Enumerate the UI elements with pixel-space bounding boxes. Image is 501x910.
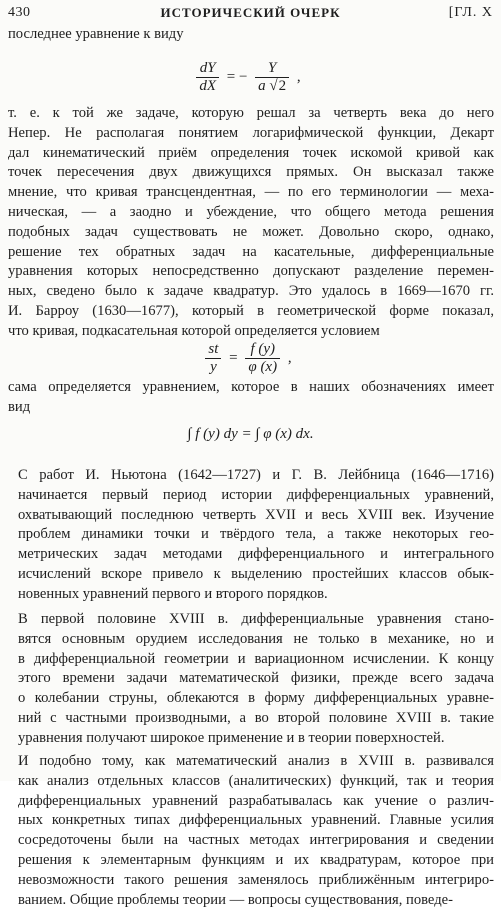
text-line: решения к элементарным функциям и их квадратурам, которое при	[18, 851, 494, 868]
text-line: ническая, — а заодно и убеждение, что общего метода решения	[8, 203, 494, 220]
text-line: И подобно тому, как математический анализ в XVIII в. развивался	[18, 753, 494, 769]
text-line: проблем динамики точки и твёрдого тела, а также некоторых гео-	[18, 526, 494, 543]
text-line: метрических задач методами дифференциального и интегрального	[18, 546, 494, 563]
fraction-denominator	[255, 78, 289, 95]
fraction-lhs	[205, 341, 221, 376]
text-line: решение тех обратных задач на касательные, дифференциальные	[8, 243, 494, 260]
paragraph-newton-leibniz	[8, 466, 494, 605]
chapter-marker: [ГЛ. X	[448, 5, 493, 20]
text-line: вид	[8, 398, 31, 415]
fraction-numerator: dY	[196, 60, 219, 78]
text-line: что кривая, подкасательная которой определяется условием	[8, 322, 380, 339]
root-sign: √	[269, 78, 278, 94]
text-line: охватывающий последнюю четверть XVII и весь XVIII век. Изучение	[18, 506, 494, 523]
text-line: дифференциальных уравнений разрабатывалась как учение о различ-	[18, 792, 494, 809]
text-line: т. е. к той же задаче, которую решал за четверть века до него	[8, 105, 494, 121]
text-line: сосредоточены были на частных методах интегрирования и сведении	[18, 832, 494, 849]
text-line: этого времени задачи математической физики, прежде всего задача	[18, 670, 494, 687]
text-line: как анализ отдельных классов (аналитических) функций, так и теория	[18, 772, 494, 789]
paragraph-descartes-barrow	[8, 104, 494, 342]
text-line: подобных задач существовать не может. Довольно скоро, однако,	[8, 223, 494, 240]
fraction-rhs	[245, 341, 280, 376]
formula-subtangent-condition	[0, 341, 501, 376]
fraction-denominator: dX	[199, 78, 216, 94]
text-line: И. Барроу (1630—1677), который в геометрической форме показал,	[8, 302, 494, 319]
text-line: точек пересечения двух движущихся прямых. Он высказал также	[8, 164, 494, 181]
text-line: ний с частными производными, а во второй половине XVIII в. такие	[18, 709, 494, 726]
text-line: исчислений вскоре привело к выделению простейших классов обык-	[18, 565, 494, 582]
text-line: ванием. Общие проблемы теории — вопросы существования, поведе-	[18, 891, 453, 908]
fraction-denominator: y	[210, 359, 217, 375]
running-title: ИСТОРИЧЕСКИЙ ОЧЕРК	[160, 5, 341, 20]
formula-differential-equation	[0, 60, 501, 95]
formula-punctuation: ,	[287, 349, 292, 366]
text-line: ных, сведено было к задаче квадратур. Это удалось в 1669—1670 гг.	[8, 283, 494, 300]
fraction-numerator: f (y)	[245, 341, 280, 359]
fraction-lhs	[196, 60, 219, 95]
paragraph-eighteenth-century	[8, 610, 494, 749]
text-line: о колебании струны, облекаются в форму дифференциальных уравне-	[18, 690, 494, 707]
fraction-numerator: st	[205, 341, 221, 359]
paragraph-equation-form	[8, 378, 494, 418]
fraction-rhs	[255, 60, 289, 95]
text-line: начинается первый период истории дифференциальных уравнений,	[18, 486, 494, 503]
page-number: 430	[8, 5, 31, 20]
text-line: новенных уравнений первого и второго порядков.	[18, 585, 328, 602]
equals-sign: =	[229, 349, 238, 366]
running-header	[8, 3, 493, 23]
text-line: дал кинематический приём определения точек искомой кривой как	[8, 144, 494, 161]
fraction-denominator: φ (x)	[248, 359, 278, 375]
radicand: 2	[278, 78, 287, 94]
text-line: сама определяется уравнением, которое в наших обозначениях имеет	[8, 379, 494, 395]
text-line: невозможности такого решения заменялось приближённым интегриро-	[18, 871, 494, 888]
text-line: уравнения получают широкое применение и в теории поверхностей.	[18, 729, 445, 746]
equals-sign: = −	[226, 68, 248, 85]
coefficient: a	[258, 78, 266, 94]
paragraph-intro	[8, 25, 494, 45]
text-line: в дифференциальной геометрии и вариационном исчислении. К концу	[18, 650, 494, 667]
paragraph-analysis	[8, 752, 494, 910]
fraction-numerator: Y	[255, 60, 289, 78]
text-line: Непер. Не располагая понятием логарифмической функции, Декарт	[8, 124, 494, 141]
text-line: ных конкретных типах дифференциальных уравнений. Главные усилия	[18, 812, 494, 829]
text-line: В первой половине XVIII в. дифференциальные уравнения стано-	[18, 611, 494, 627]
formula-integral-equation	[0, 425, 501, 445]
formula-punctuation: ,	[296, 68, 301, 85]
integral-expression: ∫ f (y) dy = ∫ φ (x) dx.	[187, 426, 314, 442]
text-line: мнение, что кривая трансцендентная, — по его терминологии — меха-	[8, 184, 494, 201]
text-line: последнее уравнение к виду	[8, 26, 184, 42]
text-line: вятся основным орудием исследования не только в механике, но и	[18, 630, 494, 647]
text-line: уравнения которых непосредственно допускают разделение перемен-	[8, 263, 494, 280]
text-line: С работ И. Ньютона (1642—1727) и Г. В. Лейбница (1646—1716)	[18, 467, 494, 483]
